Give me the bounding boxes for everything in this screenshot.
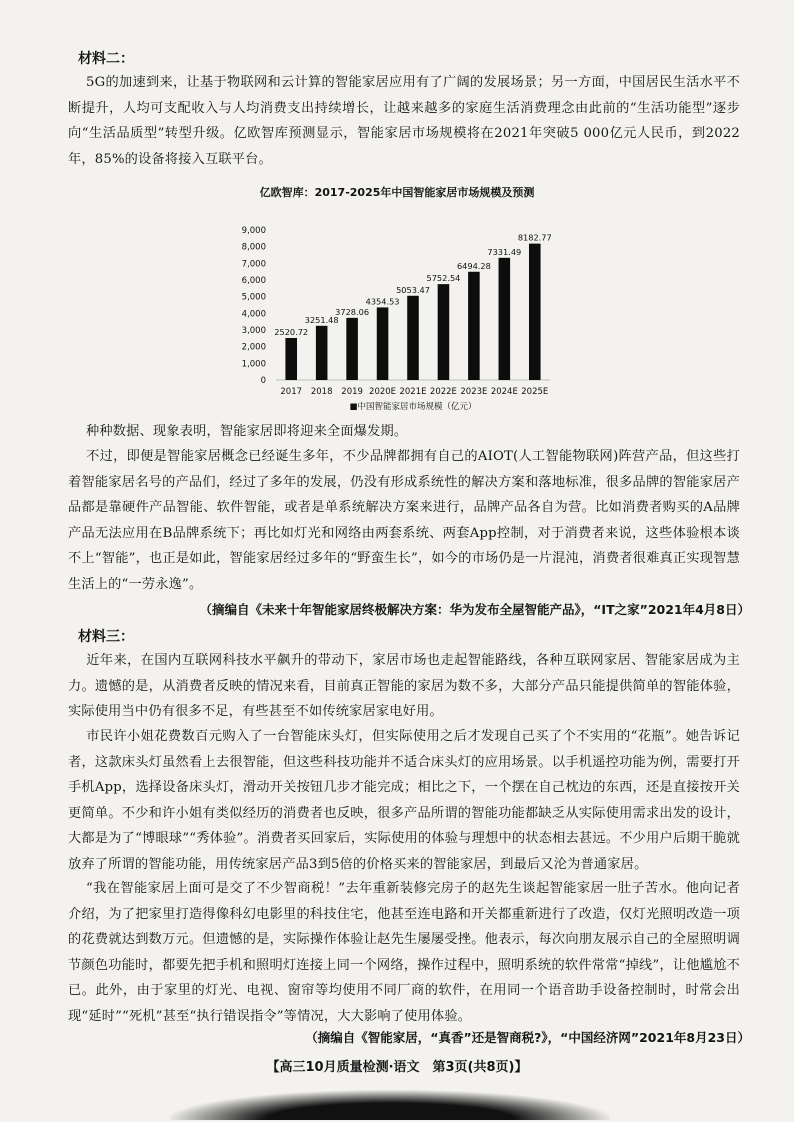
material-2-source: （摘编自《未来十年智能家居终极解决方案：华为发布全屋智能产品》，“IT之家”2021年4月8日）: [199, 602, 750, 617]
y-tick-label: 4,000: [241, 309, 266, 320]
material-2-paragraph-1: [68, 70, 740, 172]
material-2-paragraph-1-text: 5G的加速到来，让基于物联网和云计算的智能家居应用有了广阔的发展场景；另一方面，中国居民生活水平不断提升，人均可支配收入与人均消费支出持续增长，让越来越多的家庭生活消费理念由此前的“生活功能型”逐步向“生活品质型”转型升级。亿欧智库预测显示，智能家居市场规模将在2021年突破5 000亿元人民币，到2022年，85%的设备将接入互联平台。: [68, 75, 740, 167]
material-2-heading: 材料二：: [78, 51, 134, 67]
y-tick-label: 3,000: [241, 326, 266, 336]
chart-bar: [499, 258, 511, 380]
y-tick-label: 8,000: [241, 242, 266, 253]
material-3-paragraph-1: [68, 648, 740, 725]
y-tick-label: 9,000: [241, 226, 266, 236]
chart-bar: [346, 318, 358, 380]
material-3-paragraph-3-text: “我在智能家居上面可是交了不少智商税！”去年重新装修完房子的赵先生谈起智能家居一肚子苦水。他向记者介绍，为了把家里打造得像科幻电影里的科技住宅，他甚至连电路和开关都重新进行了改造，仅灯光照明改造一项的花费就达到数万元。但遗憾的是，实际操作体验让赵先生屡屡受挫。他表示，每次向朋友展示自己的全屋照明调节颜色功能时，都要先把手机和照明灯连接上同一个网络，操作过程中，照明系统的软件常常“掉线”，让他尴尬不已。此外，由于家里的灯光、电视、窗帘等均使用不同厂商的软件，在用同一个语音助手设备控制时，时常会出现“延时”“死机”甚至“执行错误指令”等情况，大大影响了使用体验。: [68, 881, 740, 1024]
x-tick-label: 2017: [280, 387, 303, 397]
material-3-paragraph-1-text: 近年来，在国内互联网科技水平飙升的带动下，家居市场也走起智能路线，各种互联网家居、智能家居成为主力。遗憾的是，从消费者反映的情况来看，目前真正智能的家居为数不多，大部分产品只能提供简单的智能体验，实际使用当中仍有很多不足，有些甚至不如传统家居家电好用。: [68, 653, 740, 719]
chart-bar: [468, 272, 480, 380]
bar-value-label: 7331.49: [487, 246, 522, 257]
chart-bar: [529, 244, 541, 380]
x-tick-label: 2019: [341, 387, 363, 397]
x-tick-label: 2021E: [399, 387, 427, 397]
chart-legend: ■中国智能家居市场规模（亿元）: [349, 402, 477, 412]
y-tick-label: 7,000: [241, 259, 266, 270]
y-tick-label: 0: [260, 376, 266, 386]
chart-bar: [377, 307, 389, 380]
x-tick-label: 2025E: [521, 387, 549, 397]
y-tick-label: 1,000: [241, 359, 266, 370]
material-3-paragraph-3: [68, 876, 740, 1029]
material-3-paragraph-2-text: 市民许小姐花费数百元购入了一台智能床头灯，但实际使用之后才发现自己买了个不实用的“花瓶”。她告诉记者，这款床头灯虽然看上去很智能，但这些科技功能并不适合床头灯的应用场景。以手机遥控功能为例，需要打开手机App，选择设备床头灯，滑动开关按钮几步才能完成；相比之下，一个摆在自己枕边的东西，还是直接按开关更简单。不少和许小姐有类似经历的消费者也反映，很多产品所谓的智能功能都缺乏从实际使用需求出发的设计，大都是为了“博眼球”“秀体验”。消费者买回家后，实际使用的体验与理想中的状态相去甚远。不少用户后期干脆就放弃了所谓的智能功能，用传统家居产品3到5倍的价格买来的智能家居，到最后又沦为普通家居。: [68, 729, 740, 872]
y-tick-label: 6,000: [241, 276, 266, 286]
material-3-paragraph-2: [68, 724, 740, 877]
scan-shadow: [170, 1090, 610, 1120]
bar-value-label: 2520.72: [274, 326, 309, 337]
bar-value-label: 4354.53: [365, 296, 400, 307]
bar-value-label: 5053.47: [396, 284, 430, 295]
bar-value-label: 8182.77: [517, 232, 552, 243]
material-3-heading: 材料三：: [78, 629, 134, 645]
market-size-chart: [232, 184, 562, 420]
chart-plot: [232, 184, 562, 420]
y-tick-label: 2,000: [241, 342, 266, 353]
x-tick-label: 2022E: [429, 387, 457, 397]
x-tick-label: 2023E: [460, 387, 488, 397]
material-2-paragraph-2-text: 种种数据、现象表明，智能家居即将迎来全面爆发期。: [86, 424, 408, 439]
chart-title: 亿欧智库：2017-2025年中国智能家居市场规模及预测: [259, 186, 535, 199]
y-tick-label: 5,000: [241, 292, 266, 303]
bar-value-label: 3251.48: [304, 314, 339, 325]
chart-bar: [316, 326, 328, 380]
material-2-paragraph-3-text: 不过，即便是智能家居概念已经诞生多年，不少品牌都拥有自己的AIOT(人工智能物联网)阵营产品，但这些打着智能家居名号的产品们，经过了多年的发展，仍没有形成系统性的解决方案和落地标准，很多品牌的智能家居产品都是靠硬件产品智能、软件智能，或者是单系统解决方案来进行，品牌产品各自为营。比如消费者购买的A品牌产品无法应用在B品牌系统下；再比如灯光和网络由两套系统、两套App控制，对于消费者来说，这些体验根本谈不上“智能”，也正是如此，智能家居经过多年的“野蛮生长”，如今的市场仍是一片混沌，消费者很难真正实现智慧生活上的“一劳永逸”。: [68, 449, 740, 592]
bar-value-label: 3728.06: [335, 306, 370, 317]
chart-bar: [285, 338, 297, 380]
bar-value-label: 5752.54: [426, 273, 461, 284]
x-tick-label: 2020E: [369, 387, 397, 397]
material-2-paragraph-3: [68, 444, 740, 597]
chart-bar: [438, 284, 450, 380]
bar-value-label: 6494.28: [456, 260, 491, 271]
x-tick-label: 2024E: [490, 387, 518, 397]
material-2-paragraph-2: [68, 419, 740, 445]
x-tick-label: 2018: [310, 387, 333, 397]
material-3-source: （摘编自《智能家居，“真香”还是智商税?》，“中国经济网”2021年8月23日）: [305, 1030, 750, 1045]
chart-bar: [407, 296, 419, 380]
page-footer: 【高三10月质量检测·语文 第3页(共8页)】: [266, 1060, 528, 1075]
